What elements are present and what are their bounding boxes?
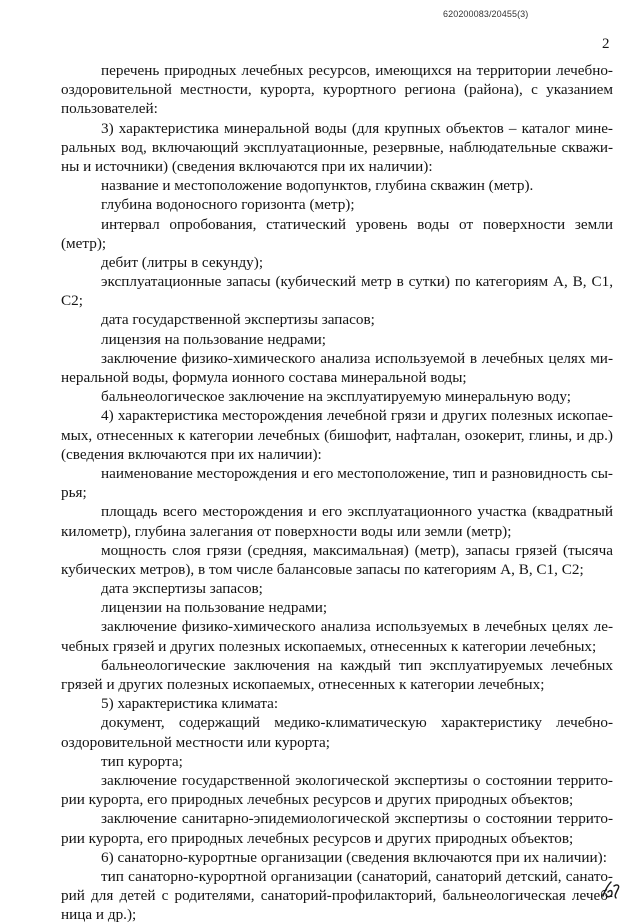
text-line: (сведения включаются при их наличии): (61, 445, 322, 463)
text-line: эксплуатационные запасы (кубический метр в сутки) по категориям А, В, С1, (101, 273, 613, 291)
text-line: тип санаторно-курортной организации (санаторий, санаторий детский, санато- (101, 867, 613, 885)
text-line: документ, содержащий медико-климатическую характеристику лечебно- (101, 714, 613, 732)
text-line: наименование месторождения и его местоположение, тип и разновидность сы- (101, 464, 613, 482)
text-line: глубина водоносного горизонта (метр); (101, 196, 355, 214)
text-line: мых, отнесенных к категории лечебных (бишофит, нафталан, озокерит, глины, и др.) (61, 426, 613, 444)
text-line: лицензии на пользование недрами; (101, 599, 328, 617)
document-code: 620200083/20455(3) (443, 9, 529, 19)
text-line: оздоровительной местности или курорта; (61, 733, 330, 751)
text-line: 4) характеристика месторождения лечебной грязи и других полезных ископае- (101, 407, 613, 425)
text-line: (метр); (61, 234, 107, 252)
document-body (61, 61, 613, 924)
text-line: С2; (61, 292, 83, 310)
text-line: тип курорта; (101, 752, 183, 770)
text-line: дебит (литры в секунду); (101, 253, 264, 271)
text-line: ральных вод, включающий эксплуатационные, резервные, наблюдательные скважи- (61, 138, 613, 156)
text-line: заключение санитарно-эпидемиологической экспертизы о состоянии террито- (101, 810, 613, 828)
text-line: грязей и других полезных ископаемых, отнесенных к категории лечебных; (61, 676, 545, 693)
text-line: рии курорта, его природных лечебных ресурсов и других природных объектов; (61, 791, 574, 809)
text-line: заключение физико-химического анализа используемой в лечебных целях ми- (101, 349, 613, 367)
text-line: дата экспертизы запасов; (101, 580, 263, 598)
text-line: кубических метров), в том числе балансовые запасы по категориям А, В, С1, С2; (61, 560, 584, 578)
text-line: площадь всего месторождения и его эксплуатационного участка (квадратный (101, 503, 613, 521)
text-line: рий для детей с родителями, санаторий-профилакторий, бальнеологическая лечеб- (61, 887, 613, 905)
text-line: бальнеологическое заключение на эксплуатируемую минеральную воду; (101, 388, 571, 406)
text-line: 6) санаторно-курортные организации (сведения включаются при их наличии): (101, 848, 607, 866)
text-line: 3) характеристика минеральной воды (для крупных объектов – каталог мине- (101, 119, 613, 137)
text-line: название и местоположение водопунктов, глубина скважин (метр). (101, 177, 534, 195)
text-line: заключение физико-химического анализа используемых в лечебных целях ле- (101, 618, 613, 636)
text-line: лицензия на пользование недрами; (101, 330, 327, 348)
text-line: дата государственной экспертизы запасов; (101, 311, 375, 329)
text-line: ны и источники) (сведения включаются при их наличии): (61, 157, 433, 175)
text-line: неральной воды, формула ионного состава минеральной воды; (61, 369, 467, 386)
text-line: 5) характеристика климата: (101, 695, 279, 713)
handwritten-initials (600, 878, 622, 900)
text-line: оздоровительной местности, курорта, курортного региона (района), с указанием (61, 81, 613, 99)
text-line: километр), глубина залегания от поверхности воды или земли (метр); (61, 522, 512, 540)
text-line: перечень природных лечебных ресурсов, имеющихся на территории лечебно- (101, 62, 613, 79)
text-line: пользователей: (61, 100, 158, 118)
page-number: 2 (602, 36, 610, 52)
text-line: рья; (61, 484, 87, 502)
text-line: бальнеологические заключения на каждый тип эксплуатируемых лечебных (101, 656, 613, 674)
text-line: чебных грязей и других полезных ископаемых, отнесенных к категории лечебных; (61, 637, 597, 655)
text-line: заключение государственной экологической экспертизы о состоянии террито- (101, 771, 613, 789)
text-line: рии курорта, его природных лечебных ресурсов и других природных объектов; (61, 829, 574, 847)
text-line: ница и др.); (61, 906, 137, 924)
text-line: интервал опробования, статический уровень воды от поверхности земли (101, 215, 613, 233)
text-line: мощность слоя грязи (средняя, максимальная) (метр), запасы грязей (тысяча (101, 541, 613, 559)
